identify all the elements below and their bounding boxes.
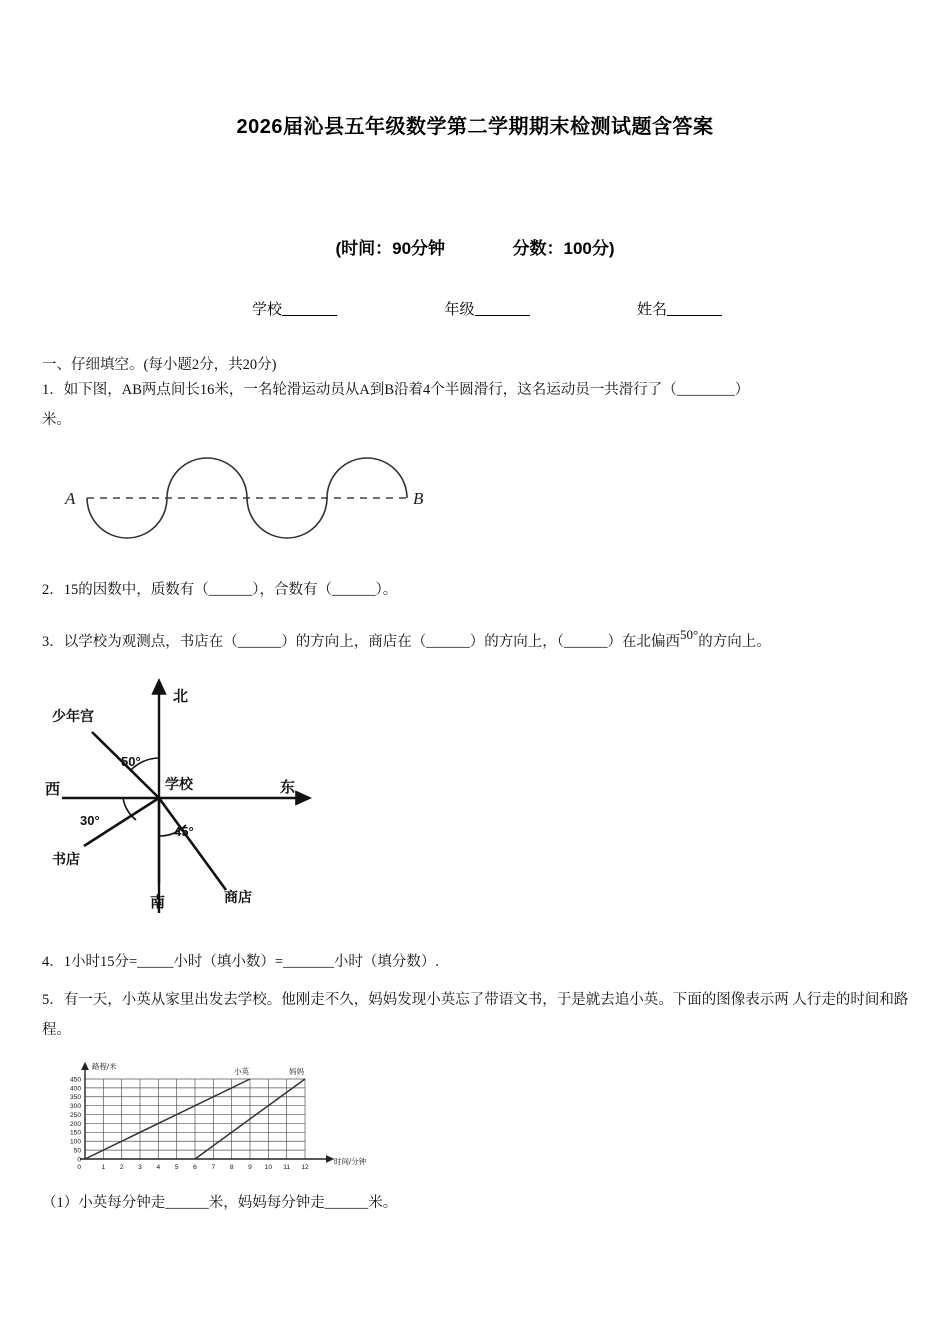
- east-label: 东: [280, 779, 296, 796]
- question-3-text-before: 以学校为观测点，书店在（______）的方向上，商店在（______）的方向上，（______）在北偏西: [63, 634, 680, 650]
- wave-diagram-svg: [55, 443, 455, 548]
- question-1-text-cont: 米。: [42, 412, 71, 428]
- question-1-text: 如下图，AB两点间长16米，一名轮滑运动员从A到B沿着4个半圆滑行，这名运动员一共滑行了（________）: [63, 382, 750, 398]
- question-4: [42, 947, 922, 977]
- angle-label-30: 30°: [80, 813, 100, 828]
- series-label-mama: 妈妈: [289, 1067, 304, 1076]
- question-1: [42, 375, 922, 435]
- x-tick-label: 0: [77, 1164, 81, 1171]
- name-label: 姓名: [636, 301, 667, 318]
- figure-compass-directions: [42, 668, 322, 913]
- angle-label-50: 50°: [121, 754, 141, 769]
- landmark-youth-palace-label: 少年宫: [52, 708, 94, 724]
- name-blank[interactable]: [667, 302, 722, 316]
- question-4-text: 1小时15分=_____小时（填小数）=_______小时（填分数）.: [63, 954, 439, 970]
- y-tick-label: 50: [73, 1147, 81, 1155]
- y-tick-label: 450: [69, 1076, 81, 1084]
- series-line-xiaoying: [85, 1079, 250, 1159]
- exam-score-label: 分数：100分): [512, 239, 615, 258]
- exam-time-label: (时间：90分钟: [335, 239, 446, 258]
- y-tick-label: 150: [69, 1129, 81, 1137]
- exam-meta-line: [0, 234, 950, 259]
- question-3-number: 3．: [42, 634, 64, 650]
- compass-diagram-svg: [42, 668, 322, 913]
- grade-label: 年级: [444, 301, 475, 318]
- x-tick-label: 10: [264, 1164, 273, 1171]
- figure-semicircle-wave: [55, 443, 455, 548]
- question-2-number: 2．: [42, 582, 64, 598]
- series-label-xiaoying: 小英: [234, 1067, 249, 1076]
- landmark-bookstore-label: 书店: [52, 851, 80, 867]
- grid-vertical-lines: [103, 1079, 305, 1159]
- question-3-text-after: 的方向上。: [698, 634, 771, 650]
- line-chart-svg: [52, 1058, 372, 1183]
- school-label: 学校: [252, 301, 283, 318]
- y-tick-label: 400: [69, 1085, 81, 1093]
- west-label: 西: [45, 781, 61, 798]
- question-5-number: 5．: [42, 992, 64, 1008]
- x-tick-label: 1: [101, 1164, 106, 1171]
- name-field[interactable]: [637, 298, 722, 319]
- grade-blank[interactable]: [475, 302, 530, 316]
- question-4-number: 4．: [42, 954, 64, 970]
- question-3-angle-superscript: 50°: [680, 627, 699, 642]
- x-tick-label: 11: [283, 1164, 291, 1171]
- school-field[interactable]: [252, 298, 337, 319]
- ray-shop: [159, 798, 226, 890]
- question-1-number: 1．: [42, 382, 64, 398]
- x-tick-label: 2: [119, 1164, 124, 1171]
- x-tick-label: 12: [301, 1164, 309, 1171]
- question-2: [42, 575, 922, 605]
- north-label: 北: [173, 688, 189, 705]
- south-label: 南: [150, 894, 166, 911]
- x-tick-label: 3: [138, 1164, 142, 1171]
- y-tick-label: 200: [69, 1120, 81, 1128]
- grade-field[interactable]: [444, 298, 529, 319]
- page-title: 2026届沁县五年级数学第二学期期末检测试题含答案: [236, 116, 714, 138]
- y-axis-tick-labels: [70, 1076, 81, 1163]
- x-axis-title: 时间/分钟: [334, 1157, 367, 1166]
- student-info-line: [252, 298, 722, 319]
- x-tick-label: 6: [193, 1164, 197, 1171]
- landmark-shop-label: 商店: [224, 889, 252, 905]
- angle-label-45: 45°: [174, 824, 194, 839]
- y-tick-label: 300: [69, 1103, 81, 1111]
- question-5-sub-1: [42, 1188, 922, 1218]
- semicircle-2-up: [167, 458, 247, 498]
- question-5-sub-1-number: （1）: [42, 1195, 79, 1211]
- center-school-label: 学校: [165, 776, 193, 792]
- x-tick-label: 9: [248, 1164, 252, 1171]
- question-5-text-cont: 人行走的时间和路程。: [42, 992, 909, 1038]
- school-blank[interactable]: [282, 302, 337, 316]
- y-axis-title: 路程/米: [92, 1062, 117, 1071]
- x-tick-label: 7: [211, 1164, 216, 1171]
- figure-distance-time-graph: [52, 1058, 372, 1183]
- y-tick-label: 100: [69, 1138, 81, 1146]
- question-3: [42, 620, 932, 657]
- x-tick-label: 5: [174, 1164, 179, 1171]
- x-tick-label: 8: [229, 1164, 234, 1171]
- x-axis-tick-labels: [77, 1164, 309, 1171]
- semicircle-3-down: [247, 498, 327, 538]
- semicircle-4-up: [327, 458, 407, 498]
- y-tick-label: 250: [69, 1111, 81, 1119]
- section-heading: 一、仔细填空。(每小题2分，共20分): [42, 357, 277, 373]
- question-5-text: 有一天，小英从家里出发去学校。他刚走不久，妈妈发现小英忘了带语文书，于是就去追小英。下面的图像表示两: [63, 992, 789, 1008]
- point-a-label: A: [65, 489, 76, 508]
- question-5: [42, 985, 932, 1045]
- question-5-sub-1-text: 小英每分钟走______米，妈妈每分钟走______米。: [78, 1195, 398, 1211]
- point-b-label: B: [413, 489, 424, 508]
- semicircle-1-down: [87, 498, 167, 538]
- y-tick-label: 0: [77, 1156, 81, 1164]
- y-tick-label: 350: [69, 1094, 81, 1102]
- question-2-text: 15的因数中，质数有（______），合数有（______）。: [63, 582, 398, 598]
- x-tick-label: 4: [156, 1164, 161, 1171]
